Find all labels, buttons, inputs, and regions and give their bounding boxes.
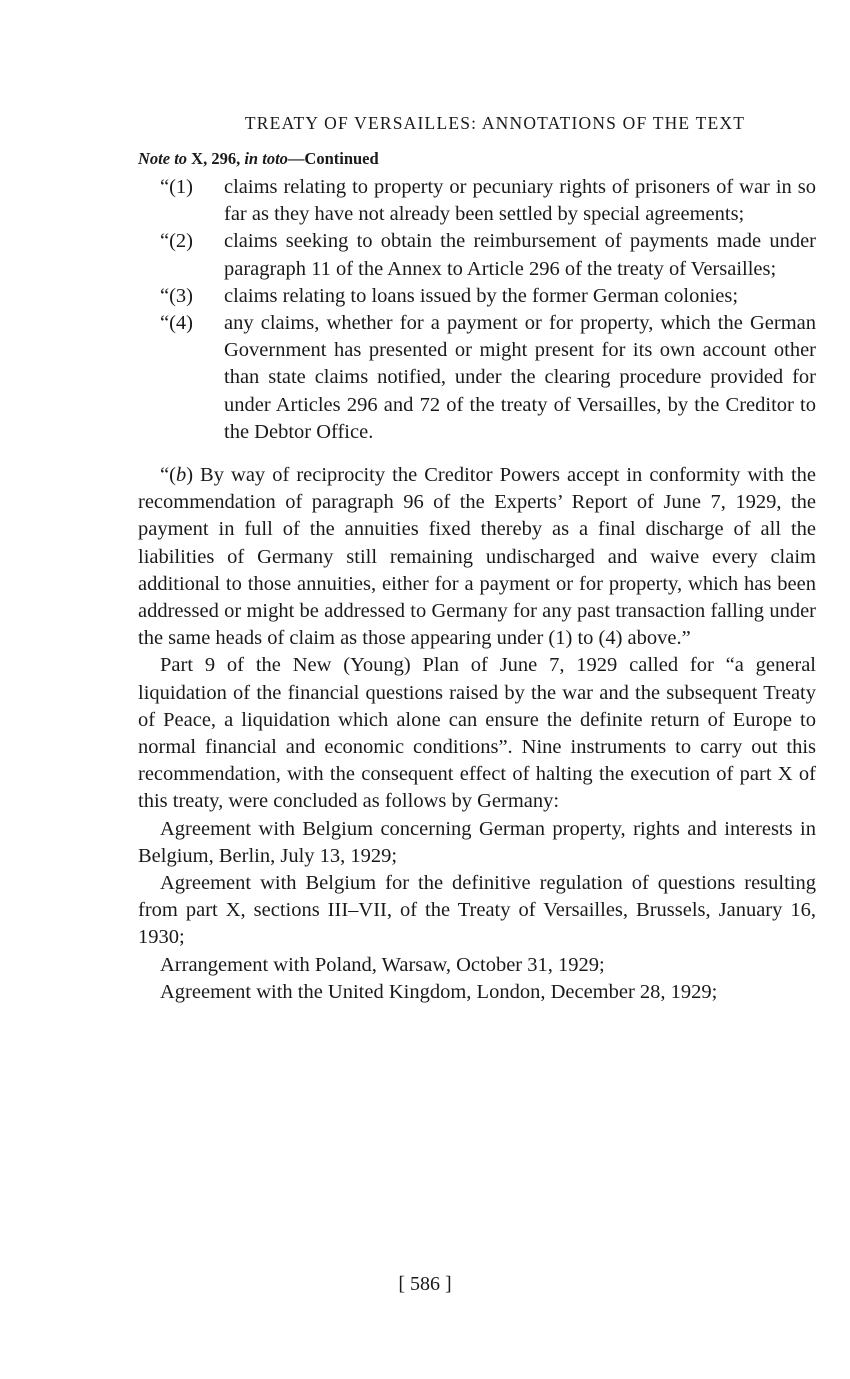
claim-number: “(2): [160, 230, 194, 253]
document-page: [138, 110, 816, 1006]
claim-text: claims relating to loans issued by the former German colonies;: [224, 284, 739, 307]
paragraph-b-open: “(: [160, 464, 176, 487]
note-heading-continued: —Continued: [287, 149, 379, 168]
paragraph-b-close: ): [186, 464, 194, 487]
claim-text: claims seeking to obtain the reimbursement of payments made under paragraph 11 of the Annex to Article 296 of the treaty of Versailles;: [224, 230, 816, 280]
paragraph-part-9: Part 9 of the New (Young) Plan of June 7, 1929 called for “a general liquidation of the financial questions raised by the war and the subsequent Treaty of Peace, a liquidation which alone can ensure the definite return of Europe to normal financial and economic conditions”. Nine instruments to carry out this recommendation, with the consequent effect of halting the execution of part X of this treaty, were concluded as follows by Germany:: [138, 654, 816, 813]
claim-item: [138, 228, 816, 282]
note-heading-reference: X, 296,: [191, 149, 241, 168]
running-head: TREATY OF VERSAILLES: ANNOTATIONS OF THE TEXT: [244, 113, 746, 133]
claim-number: “(3): [160, 284, 194, 307]
agreement-item: Agreement with Belgium for the definitive regulation of questions resulting from part X, sections III–VII, of the Treaty of Versailles, Brussels, January 16, 1930;: [138, 872, 816, 949]
paragraph-b-letter: b: [175, 464, 187, 487]
claims-list: [138, 174, 816, 446]
agreement-item: Agreement with the United Kingdom, London, December 28, 1929;: [160, 980, 718, 1003]
claim-text: claims relating to property or pecuniary rights of prisoners of war in so far as they have not already been settled by special agreements;: [224, 176, 816, 226]
note-heading-prefix: Note to: [138, 149, 188, 168]
agreement-item: Agreement with Belgium concerning German property, rights and interests in Belgium, Berlin, July 13, 1929;: [138, 817, 816, 867]
note-heading: [138, 148, 816, 170]
claim-item: [138, 174, 816, 228]
agreements-list: [138, 816, 816, 1006]
paragraph-b-text: By way of reciprocity the Creditor Powers accept in conformity with the recommendation of paragraph 96 of the Experts’ Report of June 7, 1929, the payment in full of the annuities fixed thereby as a final discharge of all the liabilities of Germany still remaining undischarged and waive every claim additional to those annuities, either for a payment or for property, which has been addressed or might be addressed to Germany for any past transaction falling under the same heads of claim as those appearing under (1) to (4) above.”: [138, 464, 816, 650]
claim-text: any claims, whether for a payment or for property, which the German Government has presented or might present for its own account other than state claims notified, under the clearing procedure provided for under Articles 296 and 72 of the treaty of Versailles, by the Creditor to the Debtor Office.: [224, 312, 816, 443]
agreement-item: Arrangement with Poland, Warsaw, October 31, 1929;: [160, 953, 605, 976]
claim-number: “(4): [160, 312, 194, 335]
claim-item: [138, 283, 816, 310]
page-number: [ 586 ]: [398, 1273, 452, 1295]
paragraph-b: [138, 462, 816, 652]
claim-number: “(1): [160, 176, 194, 198]
claim-item: [138, 310, 816, 446]
note-heading-in-toto: in toto: [244, 149, 288, 168]
